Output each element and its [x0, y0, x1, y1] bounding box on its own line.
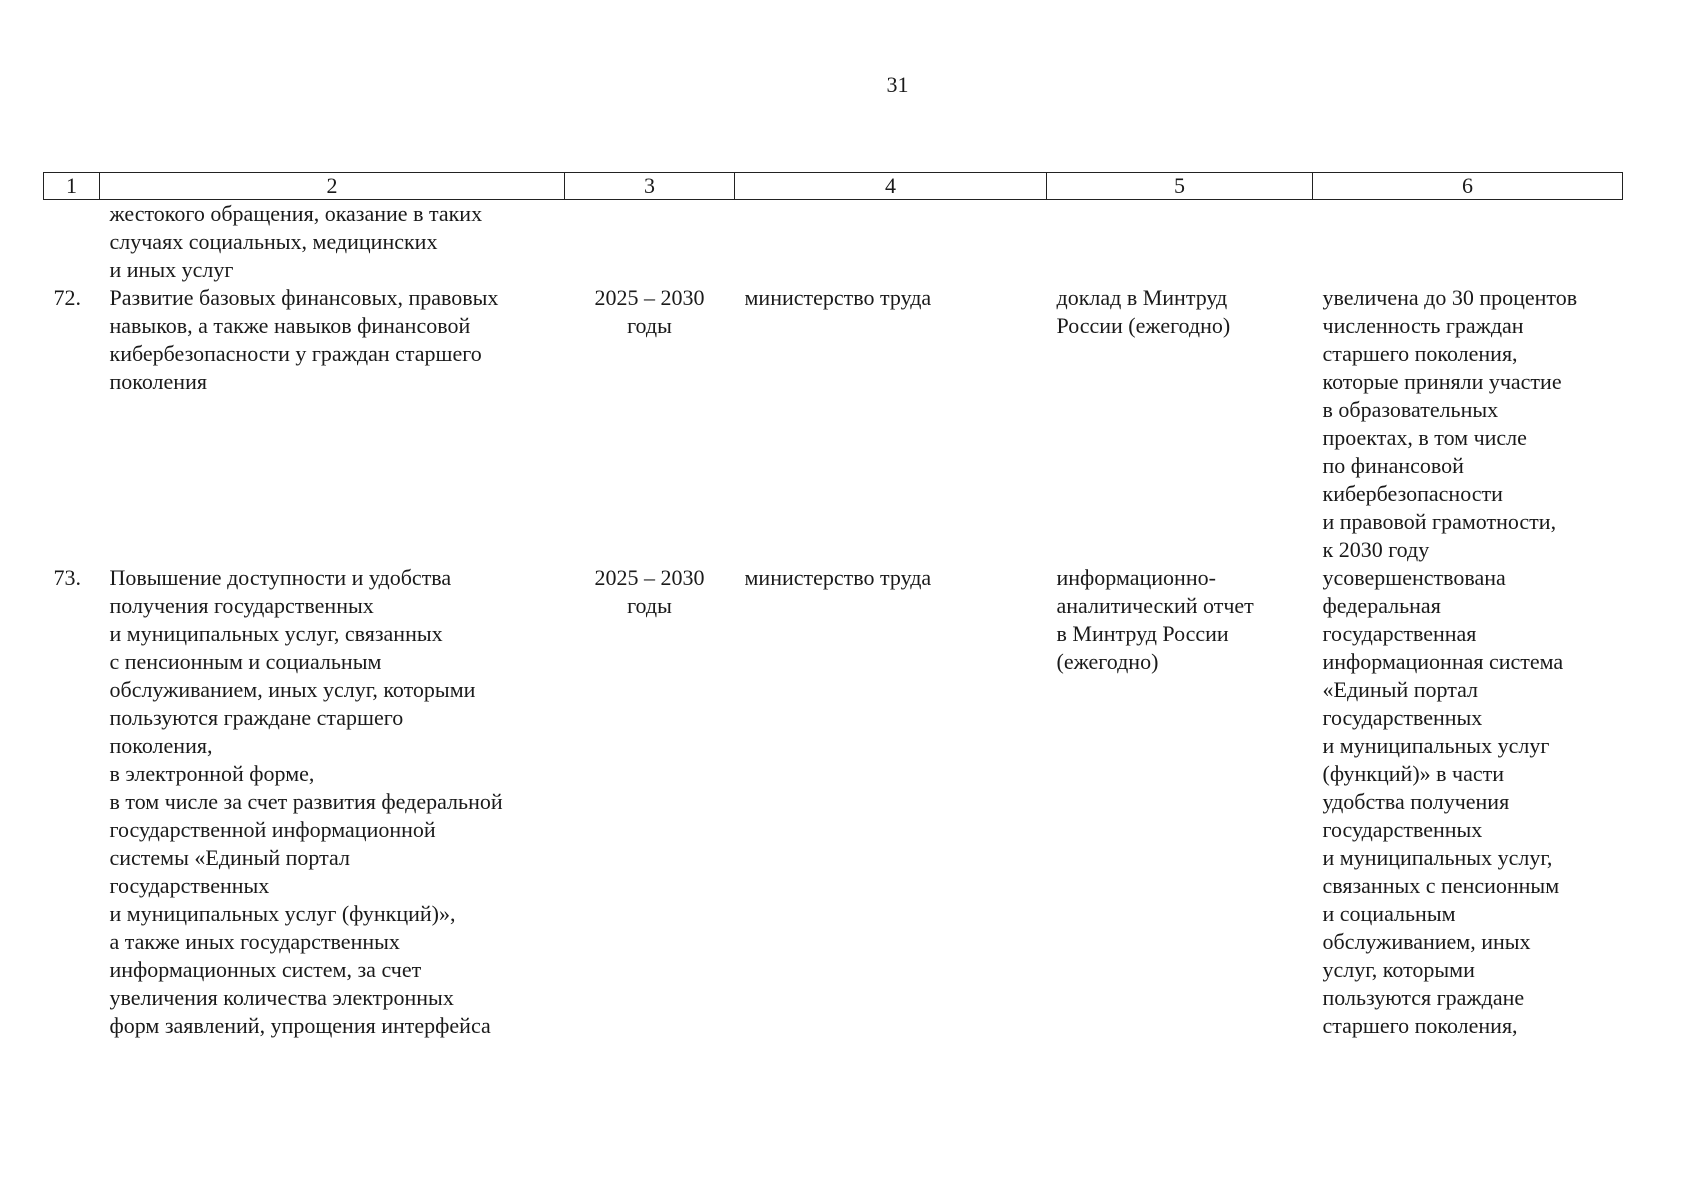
header-row [44, 173, 1623, 200]
period-cell: 2025 – 2030 годы [594, 285, 705, 338]
table-row-continuation [44, 200, 1623, 285]
result-cell: увеличена до 30 процентов численность граждан старшего поколения, которые приняли участие в образовательных проектах, в том числе по финансовой кибербезопасности и правовой грамотности, к 2030 году [1322, 285, 1578, 562]
column-header-4: 4 [735, 173, 1047, 200]
table-body [44, 200, 1623, 1041]
table-row [44, 284, 1623, 564]
table-header [44, 173, 1623, 200]
row-number-cell: 73. [53, 565, 81, 590]
measure-cell: жестокого обращения, оказание в таких случаях социальных, медицинских и иных услуг [109, 201, 483, 282]
column-header-6: 6 [1313, 173, 1623, 200]
measures-table [43, 172, 1623, 1040]
column-header-5: 5 [1047, 173, 1313, 200]
column-header-2: 2 [100, 173, 565, 200]
result-cell [1313, 200, 1623, 285]
row-number-cell: 72. [53, 285, 81, 310]
page-number: 31 [886, 72, 909, 97]
period-cell [565, 200, 735, 285]
result-cell: усовершенствована федеральная государственная информационная система «Единый портал государственных и муниципальных услуг (функций)» в части удобства получения государственных и муниципальных услуг, связанных с пенсионным и социальным обслуживанием, иных услуг, которыми пользуются граждане старшего поколения, [1322, 565, 1564, 1038]
reporting-cell: доклад в Минтруд России (ежегодно) [1056, 285, 1231, 338]
column-header-3: 3 [565, 173, 735, 200]
table-row [44, 564, 1623, 1040]
column-header-1: 1 [44, 173, 100, 200]
reporting-cell [1047, 200, 1313, 285]
period-cell: 2025 – 2030 годы [594, 565, 705, 618]
responsible-cell [735, 200, 1047, 285]
responsible-cell: министерство труда [744, 285, 932, 310]
measure-cell: Развитие базовых финансовых, правовых навыков, а также навыков финансовой кибербезопасности у граждан старшего поколения [109, 285, 499, 394]
row-number-cell [44, 200, 100, 285]
measure-cell: Повышение доступности и удобства получения государственных и муниципальных услуг, связанных с пенсионным и социальным обслуживанием, иных услуг, которыми пользуются граждане старшего поколения, в электронной форме, в том числе за счет развития федеральной государственной информационной системы «Единый портал государственных и муниципальных услуг (функций)», а также иных государственных информационных систем, за счет увеличения количества электронных форм заявлений, упрощения интерфейса [109, 565, 503, 1038]
responsible-cell: министерство труда [744, 565, 932, 590]
reporting-cell: информационно- аналитический отчет в Минтруд России (ежегодно) [1056, 565, 1254, 674]
